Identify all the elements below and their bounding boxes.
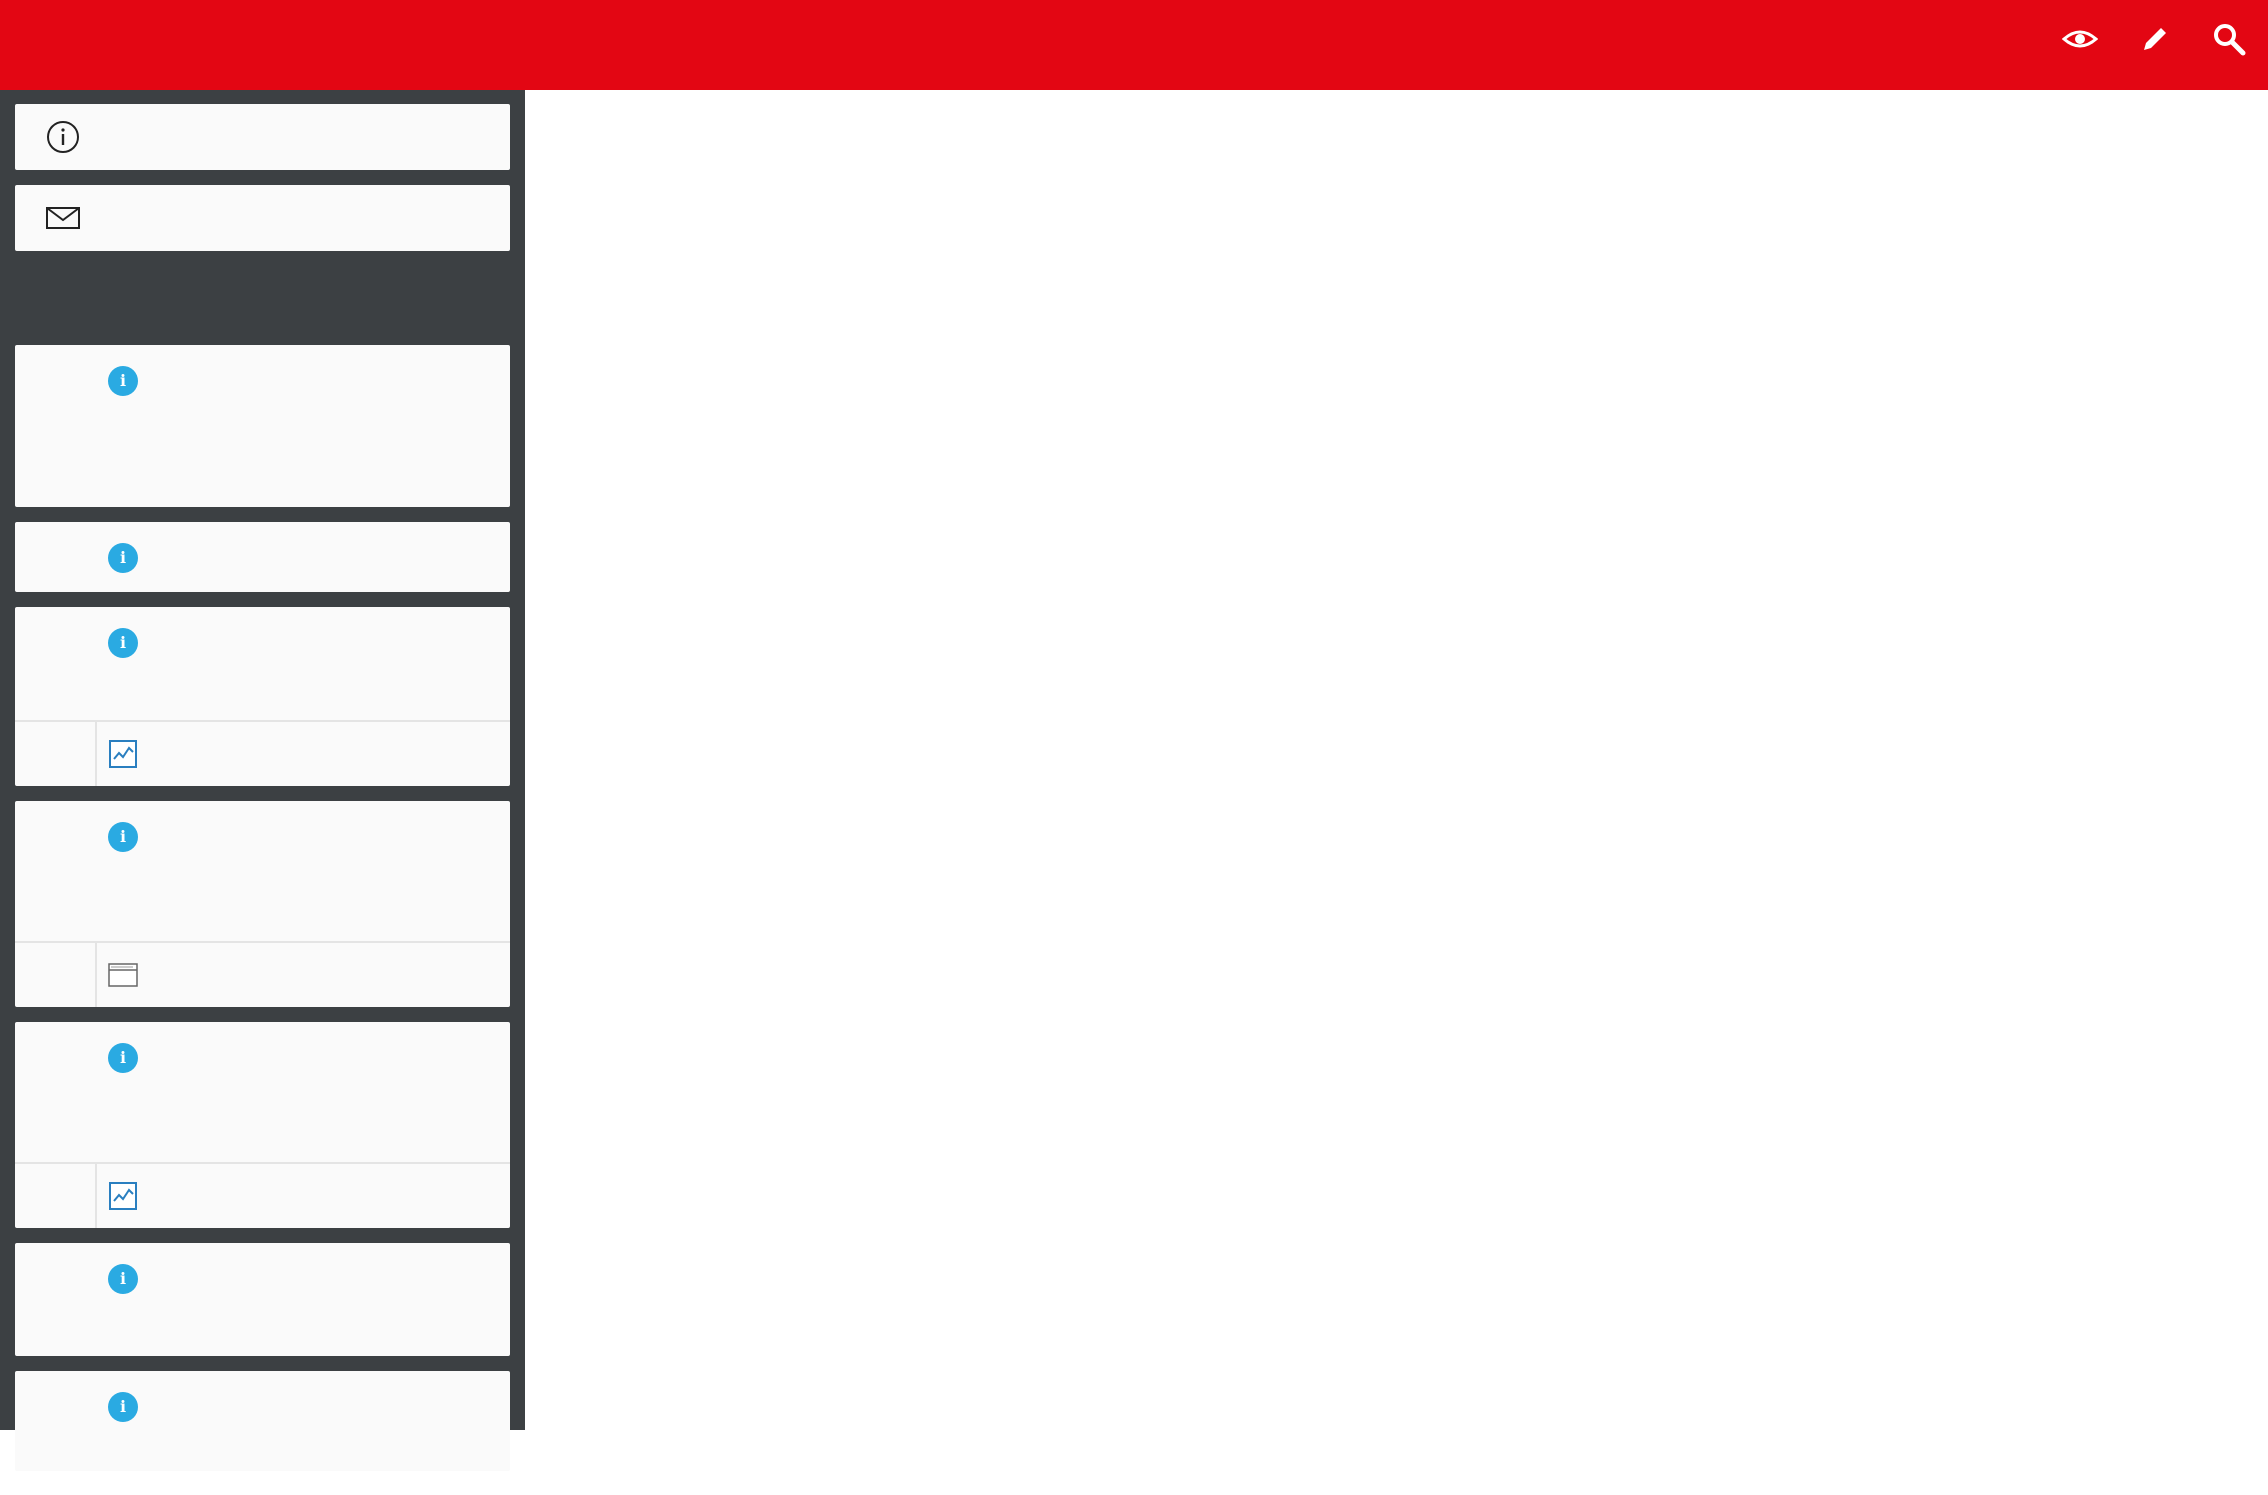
eye-icon [2062,27,2098,51]
search-icon [2212,22,2246,56]
chart-doc-icon [108,739,138,769]
agenda-item[interactable] [15,1371,510,1471]
agenda-item[interactable] [15,522,510,592]
attachment-title [149,965,173,985]
agenda-item[interactable] [15,1243,510,1356]
attachment-title [149,1186,173,1206]
agenda-item[interactable] [15,607,510,786]
top-bar [0,0,2268,90]
spreadsheet-doc-icon [107,960,139,990]
info-icon[interactable]: i [108,1043,138,1073]
annotations-button[interactable] [2140,24,2178,54]
envelope-icon [45,206,81,230]
attachment-title [149,744,173,764]
info-circle-icon [46,120,80,154]
top-actions [2062,22,2254,56]
info-icon[interactable]: i [108,628,138,658]
info-icon[interactable]: i [108,1264,138,1294]
agenda-item[interactable] [15,1022,510,1228]
chart-doc-icon [108,1181,138,1211]
find-button[interactable] [2212,22,2254,56]
agenda-item[interactable] [15,801,510,1007]
view-button[interactable] [2062,27,2106,51]
invitation-button[interactable] [15,185,510,251]
agenda-item[interactable] [15,345,510,507]
attachment-row[interactable] [15,720,510,786]
agenda-list [15,345,510,1486]
attachment-row[interactable] [15,941,510,1007]
pencil-icon [2140,24,2170,54]
info-icon[interactable]: i [108,366,138,396]
attachment-row[interactable] [15,1162,510,1228]
info-icon[interactable]: i [108,1392,138,1422]
info-icon[interactable]: i [108,543,138,573]
overview-button[interactable] [15,104,510,170]
info-icon[interactable]: i [108,822,138,852]
